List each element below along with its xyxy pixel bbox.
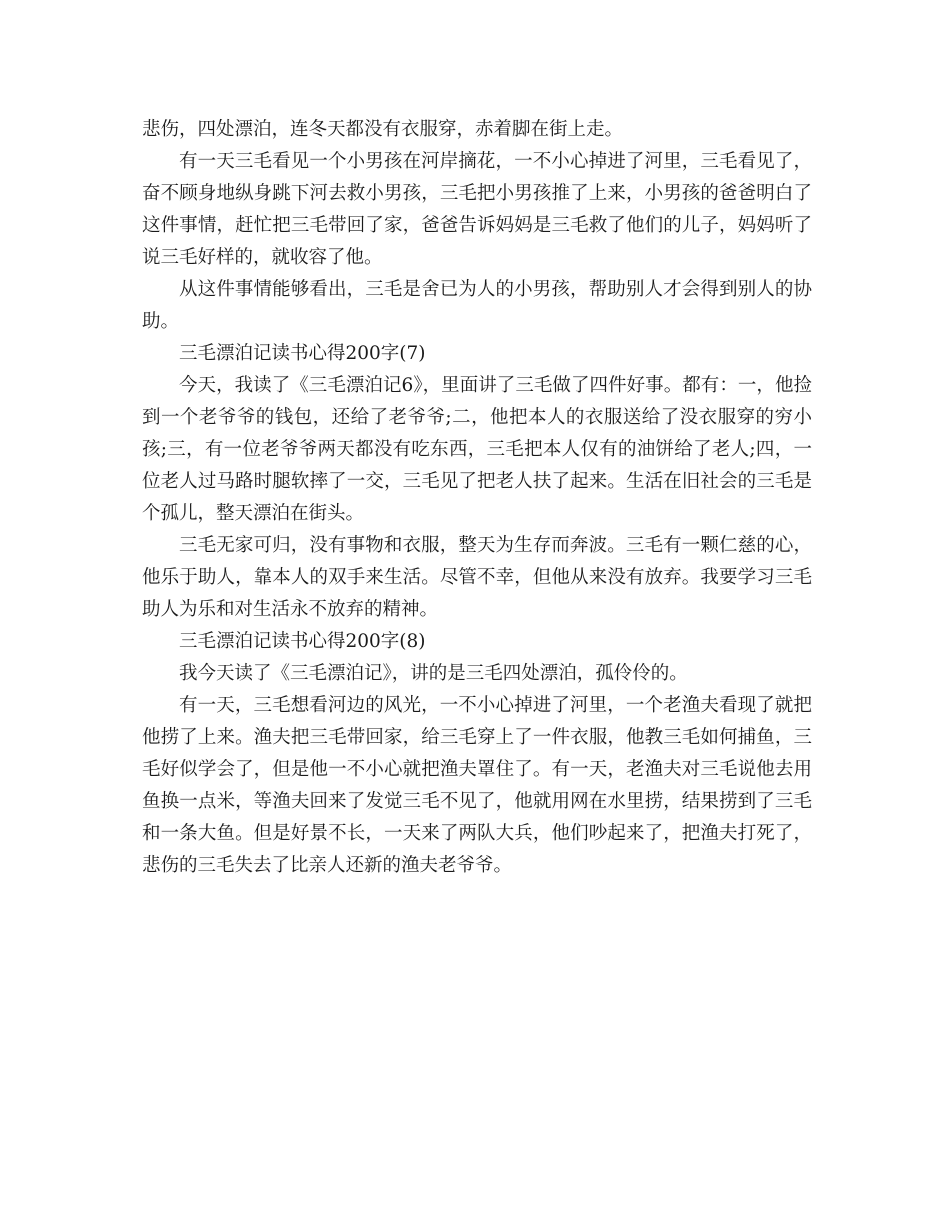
paragraph-continuation: 悲伤，四处漂泊，连冬天都没有衣服穿，赤着脚在街上走。: [142, 119, 624, 140]
paragraph: 今天，我读了《三毛漂泊记6》，里面讲了三毛做了四件好事。都有：一，他捡到一个老爷爷的钱包，还给了老爷爷;二，他把本人的衣服送给了没衣服穿的穷小孩;三，有一位老爷爷两天都没有吃东西，三毛把本人仅有的油饼给了老人;四，一位老人过马路时腿软摔了一交，三毛见了把老人扶了起来。生活在旧社会的三毛是个孤儿，整天漂泊在街头。: [142, 375, 812, 524]
paragraph: 有一天，三毛想看河边的风光，一不小心掉进了河里，一个老渔夫看现了就把他捞了上来。渔夫把三毛带回家，给三毛穿上了一件衣服，他教三毛如何捕鱼，三毛好似学会了，但是他一不小心就把渔夫罩住了。有一天，老渔夫对三毛说他去用鱼换一点米，等渔夫回来了发觉三毛不见了，他就用网在水里捞，结果捞到了三毛和一条大鱼。但是好景不长，一天来了两队大兵，他们吵起来了，把渔夫打死了，悲伤的三毛失去了比亲人还新的渔夫老爷爷。: [142, 695, 812, 876]
paragraph: 三毛无家可归，没有事物和衣服，整天为生存而奔波。三毛有一颗仁慈的心，他乐于助人，靠本人的双手来生活。尽管不幸，但他从来没有放弃。我要学习三毛助人为乐和对生活永不放弃的精神。: [142, 535, 812, 620]
paragraph: 我今天读了《三毛漂泊记》，讲的是三毛四处漂泊，孤伶伶的。: [179, 663, 688, 684]
section-heading: 三毛漂泊记读书心得200字(8): [179, 631, 426, 652]
document-body: [142, 114, 812, 882]
paragraph: 从这件事情能够看出，三毛是舍已为人的小男孩，帮助别人才会得到别人的协助。: [142, 279, 812, 332]
section-heading: 三毛漂泊记读书心得200字(7): [179, 343, 426, 364]
paragraph: 有一天三毛看见一个小男孩在河岸摘花，一不小心掉进了河里，三毛看见了，奋不顾身地纵身跳下河去救小男孩，三毛把小男孩推了上来，小男孩的爸爸明白了这件事情，赶忙把三毛带回了家，爸爸告诉妈妈是三毛救了他们的儿子，妈妈听了说三毛好样的，就收容了他。: [142, 151, 812, 268]
